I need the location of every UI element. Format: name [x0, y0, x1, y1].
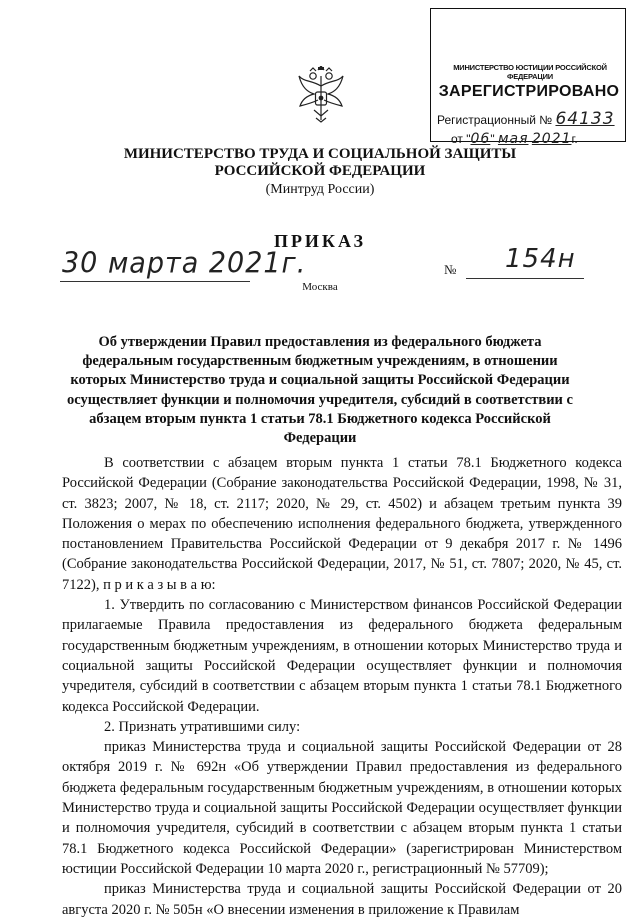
double-headed-eagle-icon — [296, 66, 346, 124]
stamp-date-quote: " — [490, 132, 495, 146]
document-body — [62, 453, 622, 920]
order-date-underline — [60, 281, 250, 282]
order-date: 30 марта 2021г. — [62, 247, 307, 280]
registration-stamp — [430, 8, 626, 147]
body-paragraph-2: 1. Утвердить по согласованию с Министерством финансов Российской Федерации прилагаемые Правила предоставления из федерального бюджета федеральным государственным бюджетным учреждениям, в отношении которых Министерство труда и социальной защиты Российской Федерации осуществляет функции и полномочия учредителя, субсидий в соответствии с абзацем вторым пункта 1 статьи 78.1 Бюджетного кодекса Российской Федерации. — [62, 597, 622, 715]
order-number-label: № — [444, 262, 457, 277]
ministry-title-line1: МИНИСТЕРСТВО ТРУДА И СОЦИАЛЬНОЙ ЗАЩИТЫ — [123, 146, 517, 162]
order-number: 154н — [505, 244, 576, 274]
body-paragraph-5: приказ Министерства труда и социальной защиты Российской Федерации от 20 августа 2020 г. № 505н «О внесении изменения в приложение к Правилам — [62, 881, 622, 918]
body-paragraph-4: приказ Министерства труда и социальной защиты Российской Федерации от 28 октября 2019 г. № 692н «Об утверждении Правил предоставления из федерального бюджета федеральным государственным бюджетным учреждениям, в отношении которых Министерство труда и социальной защиты Российской Федерации осуществляет функции и полномочия учредителя, субсидий в соответствии с абзацем вторым пункта 1 статьи 78.1 Бюджетного кодекса Российской Федерации» (зарегистрирован Министерством юстиции Российской Федерации 10 марта 2020 г., регистрационный № 57709); — [62, 739, 622, 877]
stamp-reg-number-line — [437, 109, 615, 129]
stamp-ministry: МИНИСТЕРСТВО ЮСТИЦИИ РОССИЙСКОЙ ФЕДЕРАЦИИ — [453, 63, 607, 81]
body-paragraph-3: 2. Признать утратившими силу: — [104, 718, 301, 735]
stamp-date-suffix: г. — [571, 132, 578, 146]
stamp-date-day: 06 — [470, 131, 491, 147]
body-paragraph-1: В соответствии с абзацем вторым пункта 1 статьи 78.1 Бюджетного кодекса Российской Федерации (Собрание законодательства Российской Федерации, 1998, № 31, ст. 3823; 2007, № 18, ст. 2117; 2020, № 29, ст. 4502) и абзацем третьим пункта 39 Положения о мерах по обеспечению исполнения федерального бюджета, утвержденного постановлением Правительства Российской Федерации от 9 декабря 2017 г. № 1496 (Собрание законодательства Российской Федерации, 2017, № 51, ст. 7807; 2020, № 45, ст. 7122), п р и к а з ы в а ю: — [62, 455, 622, 593]
order-number-underline — [466, 278, 584, 279]
ministry-short-name: (Минтруд России) — [265, 182, 375, 197]
stamp-registered: ЗАРЕГИСТРИРОВАНО — [438, 83, 620, 100]
document-title: Об утверждении Правил предоставления из федерального бюджета федеральным государственным бюджетным учреждениям, в отношении которых Министерство труда и социальной защиты Российской Федерации осуществляет функции и полномочия учредителя, субсидий в соответствии с абзацем вторым пункта 1 статьи 78.1 Бюджетного кодекса Российской Федерации — [67, 334, 573, 447]
stamp-date-month: мая — [497, 131, 529, 147]
stamp-reg-label: Регистрационный № — [437, 113, 553, 127]
order-heading: ПРИКАЗ — [273, 231, 367, 251]
ministry-title — [70, 146, 570, 180]
stamp-reg-number: 64133 — [555, 109, 615, 129]
ministry-title-line2: РОССИЙСКОЙ ФЕДЕРАЦИИ — [214, 163, 426, 179]
stamp-date-line — [451, 131, 578, 147]
stamp-date-prefix: от " — [451, 132, 471, 146]
order-city: Москва — [302, 281, 338, 293]
stamp-date-year: 2021 — [531, 131, 572, 147]
